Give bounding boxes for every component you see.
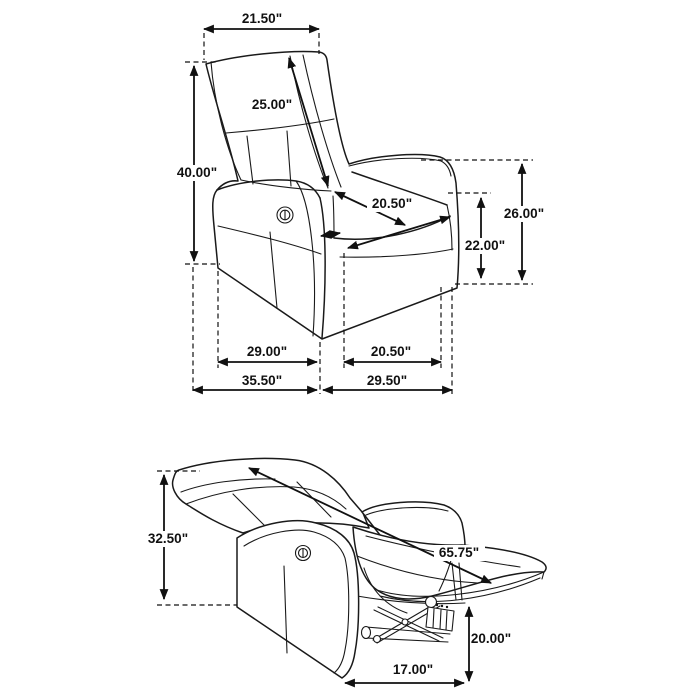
dim-label-back-length: 25.00" [251, 97, 293, 112]
dim-label-arm-height: 26.00" [503, 206, 545, 221]
dim-label-base-length: 17.00" [392, 662, 434, 677]
dim-label-seat-depth: 20.50" [371, 196, 413, 211]
dim-label-overall-height: 40.00" [176, 165, 218, 180]
dim-label-reclined-length: 65.75" [438, 545, 480, 560]
dim-label-reclined-height: 32.50" [147, 531, 189, 546]
dim-label-overall-width: 29.50" [366, 373, 408, 388]
upright-recliner-view [173, 11, 549, 394]
reclined-recliner-view [143, 458, 546, 683]
dim-label-overall-depth: 35.50" [241, 373, 283, 388]
dim-label-base-depth: 29.00" [246, 344, 288, 359]
dim-label-top-width: 21.50" [241, 11, 283, 26]
dim-label-seat-back-height: 22.00" [464, 238, 506, 253]
reclined-left-armrest [237, 521, 359, 678]
dim-label-footrest-height: 20.00" [470, 631, 512, 646]
power-button[interactable] [277, 207, 293, 223]
dim-label-floor-seat-width: 20.50" [370, 344, 412, 359]
power-button-reclined[interactable] [296, 546, 311, 561]
reclined-backrest [173, 458, 369, 533]
